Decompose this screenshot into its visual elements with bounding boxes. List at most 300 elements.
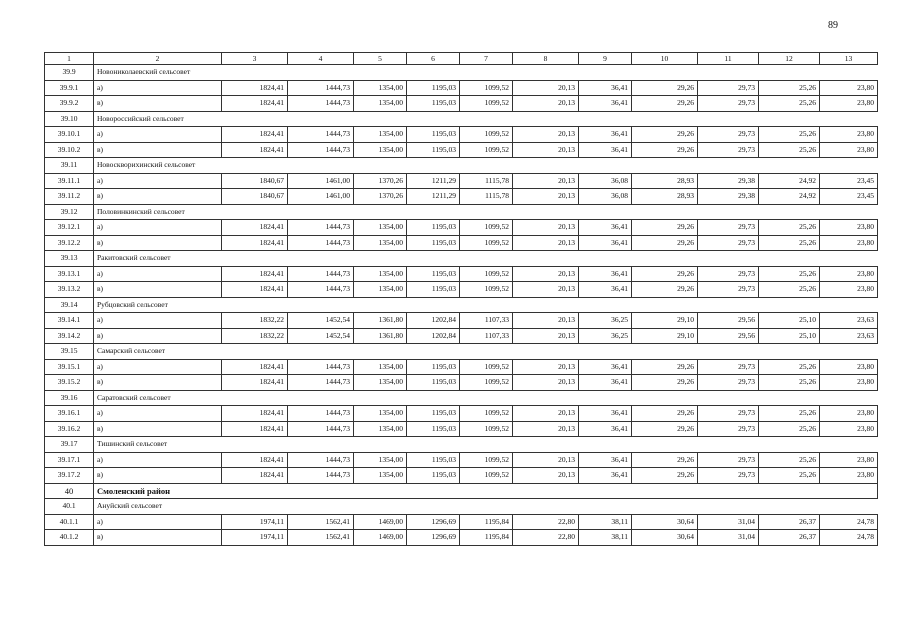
row-label: Рубцовский сельсовет	[94, 297, 878, 313]
table-row	[45, 96, 878, 112]
value-cell: 1824,41	[222, 452, 288, 468]
value-cell: 1444,73	[288, 421, 354, 437]
value-cell: 1354,00	[354, 468, 407, 484]
value-cell: 29,26	[632, 375, 698, 391]
section-row	[45, 65, 878, 81]
column-header: 11	[698, 53, 759, 65]
row-code: 39.16.1	[45, 406, 94, 422]
table-row	[45, 313, 878, 329]
row-label: в)	[94, 328, 222, 344]
value-cell: 29,26	[632, 80, 698, 96]
row-code: 39.11.2	[45, 189, 94, 205]
value-cell: 1211,29	[407, 173, 460, 189]
row-label: в)	[94, 96, 222, 112]
value-cell: 25,26	[759, 282, 820, 298]
row-code: 39.14.2	[45, 328, 94, 344]
row-label: а)	[94, 127, 222, 143]
row-label: в)	[94, 375, 222, 391]
value-cell: 1824,41	[222, 127, 288, 143]
value-cell: 20,13	[513, 421, 579, 437]
value-cell: 29,73	[698, 220, 759, 236]
value-cell: 36,08	[579, 189, 632, 205]
value-cell: 1361,80	[354, 328, 407, 344]
value-cell: 29,73	[698, 452, 759, 468]
table-row	[45, 142, 878, 158]
value-cell: 36,41	[579, 375, 632, 391]
value-cell: 36,41	[579, 468, 632, 484]
value-cell: 1195,03	[407, 421, 460, 437]
value-cell: 1452,54	[288, 328, 354, 344]
value-cell: 29,26	[632, 359, 698, 375]
value-cell: 25,26	[759, 80, 820, 96]
value-cell: 25,26	[759, 266, 820, 282]
value-cell: 1824,41	[222, 96, 288, 112]
value-cell: 1099,52	[460, 80, 513, 96]
column-header: 4	[288, 53, 354, 65]
value-cell: 25,26	[759, 421, 820, 437]
column-header: 3	[222, 53, 288, 65]
value-cell: 29,26	[632, 96, 698, 112]
row-label: в)	[94, 421, 222, 437]
value-cell: 23,80	[820, 80, 878, 96]
value-cell: 1444,73	[288, 220, 354, 236]
value-cell: 1099,52	[460, 235, 513, 251]
row-code: 40	[45, 483, 94, 499]
row-code: 39.9	[45, 65, 94, 81]
value-cell: 1107,33	[460, 328, 513, 344]
value-cell: 36,08	[579, 173, 632, 189]
value-cell: 1099,52	[460, 96, 513, 112]
row-code: 39.13.1	[45, 266, 94, 282]
value-cell: 31,04	[698, 514, 759, 530]
value-cell: 1444,73	[288, 282, 354, 298]
value-cell: 1452,54	[288, 313, 354, 329]
value-cell: 1195,03	[407, 127, 460, 143]
value-cell: 1824,41	[222, 359, 288, 375]
value-cell: 20,13	[513, 266, 579, 282]
value-cell: 1195,03	[407, 375, 460, 391]
value-cell: 1195,03	[407, 220, 460, 236]
value-cell: 1361,80	[354, 313, 407, 329]
table-row	[45, 421, 878, 437]
value-cell: 23,45	[820, 173, 878, 189]
value-cell: 1824,41	[222, 235, 288, 251]
value-cell: 23,80	[820, 142, 878, 158]
row-label: в)	[94, 142, 222, 158]
table-row	[45, 189, 878, 205]
value-cell: 20,13	[513, 406, 579, 422]
value-cell: 1099,52	[460, 452, 513, 468]
value-cell: 29,26	[632, 468, 698, 484]
value-cell: 1195,84	[460, 530, 513, 546]
value-cell: 1354,00	[354, 375, 407, 391]
section-row	[45, 499, 878, 515]
value-cell: 36,41	[579, 452, 632, 468]
value-cell: 25,26	[759, 220, 820, 236]
row-label: Ракитовский сельсовет	[94, 251, 878, 267]
row-label: а)	[94, 220, 222, 236]
value-cell: 1195,03	[407, 359, 460, 375]
value-cell: 29,73	[698, 266, 759, 282]
table-row	[45, 282, 878, 298]
value-cell: 36,41	[579, 80, 632, 96]
section-row	[45, 297, 878, 313]
row-code: 39.12.2	[45, 235, 94, 251]
row-label: а)	[94, 266, 222, 282]
value-cell: 1444,73	[288, 452, 354, 468]
value-cell: 1354,00	[354, 421, 407, 437]
value-cell: 1202,84	[407, 313, 460, 329]
value-cell: 23,80	[820, 468, 878, 484]
row-code: 39.10	[45, 111, 94, 127]
value-cell: 1444,73	[288, 406, 354, 422]
value-cell: 29,73	[698, 421, 759, 437]
column-header: 7	[460, 53, 513, 65]
row-code: 39.17.1	[45, 452, 94, 468]
row-label: а)	[94, 313, 222, 329]
section-row	[45, 344, 878, 360]
value-cell: 36,25	[579, 313, 632, 329]
value-cell: 1444,73	[288, 468, 354, 484]
row-code: 39.11.1	[45, 173, 94, 189]
row-label: Самарский сельсовет	[94, 344, 878, 360]
row-code: 39.17.2	[45, 468, 94, 484]
district-row	[45, 483, 878, 499]
value-cell: 1354,00	[354, 220, 407, 236]
value-cell: 25,26	[759, 406, 820, 422]
row-label: а)	[94, 359, 222, 375]
value-cell: 29,73	[698, 127, 759, 143]
value-cell: 1211,29	[407, 189, 460, 205]
value-cell: 36,41	[579, 235, 632, 251]
value-cell: 20,13	[513, 375, 579, 391]
row-code: 39.15	[45, 344, 94, 360]
table-row	[45, 80, 878, 96]
value-cell: 23,80	[820, 452, 878, 468]
page-number: 89	[828, 20, 838, 31]
value-cell: 1444,73	[288, 359, 354, 375]
value-cell: 28,93	[632, 189, 698, 205]
value-cell: 1974,11	[222, 530, 288, 546]
value-cell: 23,63	[820, 313, 878, 329]
value-cell: 23,80	[820, 266, 878, 282]
value-cell: 29,73	[698, 359, 759, 375]
value-cell: 1296,69	[407, 514, 460, 530]
section-row	[45, 390, 878, 406]
row-code: 39.9.2	[45, 96, 94, 112]
value-cell: 1115,78	[460, 189, 513, 205]
value-cell: 1461,00	[288, 173, 354, 189]
value-cell: 1370,26	[354, 173, 407, 189]
value-cell: 1370,26	[354, 189, 407, 205]
value-cell: 1195,03	[407, 96, 460, 112]
value-cell: 29,73	[698, 96, 759, 112]
value-cell: 1354,00	[354, 406, 407, 422]
value-cell: 1107,33	[460, 313, 513, 329]
row-label: Новороссийский сельсовет	[94, 111, 878, 127]
value-cell: 1099,52	[460, 220, 513, 236]
column-header: 8	[513, 53, 579, 65]
value-cell: 1840,67	[222, 189, 288, 205]
row-code: 39.11	[45, 158, 94, 174]
value-cell: 23,63	[820, 328, 878, 344]
value-cell: 1099,52	[460, 406, 513, 422]
row-label: в)	[94, 189, 222, 205]
value-cell: 1354,00	[354, 80, 407, 96]
value-cell: 29,26	[632, 220, 698, 236]
section-row	[45, 204, 878, 220]
row-label: а)	[94, 452, 222, 468]
value-cell: 1099,52	[460, 359, 513, 375]
row-label: Новоскворихинский сельсовет	[94, 158, 878, 174]
value-cell: 20,13	[513, 235, 579, 251]
value-cell: 1832,22	[222, 313, 288, 329]
header-row	[45, 53, 878, 65]
value-cell: 29,73	[698, 235, 759, 251]
value-cell: 25,26	[759, 359, 820, 375]
value-cell: 1195,03	[407, 282, 460, 298]
row-code: 39.14	[45, 297, 94, 313]
row-label: а)	[94, 406, 222, 422]
value-cell: 23,80	[820, 220, 878, 236]
value-cell: 1195,03	[407, 142, 460, 158]
value-cell: 36,41	[579, 127, 632, 143]
row-label: Половинкинский сельсовет	[94, 204, 878, 220]
value-cell: 1444,73	[288, 127, 354, 143]
value-cell: 1354,00	[354, 96, 407, 112]
row-code: 39.17	[45, 437, 94, 453]
value-cell: 1824,41	[222, 80, 288, 96]
section-row	[45, 158, 878, 174]
column-header: 2	[94, 53, 222, 65]
value-cell: 26,37	[759, 514, 820, 530]
value-cell: 1444,73	[288, 235, 354, 251]
row-label: в)	[94, 468, 222, 484]
value-cell: 1444,73	[288, 266, 354, 282]
value-cell: 1832,22	[222, 328, 288, 344]
value-cell: 38,11	[579, 530, 632, 546]
value-cell: 1824,41	[222, 266, 288, 282]
value-cell: 1195,03	[407, 452, 460, 468]
table-row	[45, 220, 878, 236]
value-cell: 29,73	[698, 282, 759, 298]
value-cell: 1444,73	[288, 375, 354, 391]
row-code: 40.1.2	[45, 530, 94, 546]
row-code: 39.9.1	[45, 80, 94, 96]
value-cell: 1824,41	[222, 421, 288, 437]
table-row	[45, 514, 878, 530]
row-code: 39.14.1	[45, 313, 94, 329]
value-cell: 1354,00	[354, 266, 407, 282]
value-cell: 1195,03	[407, 80, 460, 96]
row-label: Новониколаевский сельсовет	[94, 65, 878, 81]
column-header: 9	[579, 53, 632, 65]
value-cell: 1824,41	[222, 468, 288, 484]
row-label: Саратовский сельсовет	[94, 390, 878, 406]
value-cell: 29,10	[632, 313, 698, 329]
value-cell: 24,92	[759, 189, 820, 205]
table-row	[45, 127, 878, 143]
value-cell: 36,41	[579, 282, 632, 298]
value-cell: 1824,41	[222, 406, 288, 422]
value-cell: 24,78	[820, 514, 878, 530]
value-cell: 36,41	[579, 96, 632, 112]
table-row	[45, 530, 878, 546]
value-cell: 29,73	[698, 468, 759, 484]
value-cell: 1824,41	[222, 375, 288, 391]
value-cell: 23,80	[820, 421, 878, 437]
row-code: 40.1	[45, 499, 94, 515]
value-cell: 20,13	[513, 127, 579, 143]
value-cell: 29,26	[632, 421, 698, 437]
value-cell: 1354,00	[354, 452, 407, 468]
table-row	[45, 328, 878, 344]
value-cell: 25,26	[759, 96, 820, 112]
value-cell: 1099,52	[460, 127, 513, 143]
value-cell: 20,13	[513, 96, 579, 112]
value-cell: 1824,41	[222, 282, 288, 298]
table-row	[45, 452, 878, 468]
value-cell: 1354,00	[354, 142, 407, 158]
value-cell: 1840,67	[222, 173, 288, 189]
value-cell: 1354,00	[354, 235, 407, 251]
column-header: 1	[45, 53, 94, 65]
value-cell: 23,80	[820, 406, 878, 422]
row-code: 39.12.1	[45, 220, 94, 236]
value-cell: 23,80	[820, 359, 878, 375]
value-cell: 22,80	[513, 514, 579, 530]
row-label: в)	[94, 530, 222, 546]
value-cell: 1099,52	[460, 421, 513, 437]
row-code: 39.13.2	[45, 282, 94, 298]
value-cell: 36,41	[579, 421, 632, 437]
value-cell: 1195,03	[407, 406, 460, 422]
row-label: в)	[94, 235, 222, 251]
row-label: в)	[94, 282, 222, 298]
value-cell: 25,26	[759, 375, 820, 391]
section-row	[45, 251, 878, 267]
value-cell: 23,80	[820, 375, 878, 391]
value-cell: 1354,00	[354, 127, 407, 143]
value-cell: 1461,00	[288, 189, 354, 205]
value-cell: 28,93	[632, 173, 698, 189]
value-cell: 1562,41	[288, 530, 354, 546]
value-cell: 1099,52	[460, 468, 513, 484]
table-body	[45, 65, 878, 546]
value-cell: 1195,84	[460, 514, 513, 530]
value-cell: 20,13	[513, 359, 579, 375]
value-cell: 29,26	[632, 127, 698, 143]
value-cell: 29,38	[698, 189, 759, 205]
value-cell: 23,80	[820, 96, 878, 112]
value-cell: 36,41	[579, 220, 632, 236]
section-row	[45, 437, 878, 453]
tariff-table	[44, 52, 878, 546]
value-cell: 30,64	[632, 514, 698, 530]
value-cell: 20,13	[513, 452, 579, 468]
row-label: Ануйский сельсовет	[94, 499, 878, 515]
value-cell: 20,13	[513, 282, 579, 298]
row-label: а)	[94, 80, 222, 96]
value-cell: 29,56	[698, 328, 759, 344]
value-cell: 25,26	[759, 468, 820, 484]
value-cell: 22,80	[513, 530, 579, 546]
column-header: 12	[759, 53, 820, 65]
value-cell: 29,26	[632, 266, 698, 282]
value-cell: 20,13	[513, 189, 579, 205]
value-cell: 24,92	[759, 173, 820, 189]
value-cell: 25,26	[759, 127, 820, 143]
value-cell: 1562,41	[288, 514, 354, 530]
value-cell: 1469,00	[354, 530, 407, 546]
table-row	[45, 266, 878, 282]
row-label: а)	[94, 173, 222, 189]
value-cell: 1974,11	[222, 514, 288, 530]
value-cell: 20,13	[513, 328, 579, 344]
value-cell: 29,26	[632, 235, 698, 251]
value-cell: 20,13	[513, 468, 579, 484]
value-cell: 29,73	[698, 375, 759, 391]
column-header: 5	[354, 53, 407, 65]
value-cell: 1354,00	[354, 282, 407, 298]
row-label: Смоленский район	[94, 483, 878, 499]
value-cell: 23,80	[820, 235, 878, 251]
table-row	[45, 359, 878, 375]
value-cell: 36,41	[579, 406, 632, 422]
value-cell: 23,45	[820, 189, 878, 205]
value-cell: 1099,52	[460, 282, 513, 298]
value-cell: 31,04	[698, 530, 759, 546]
value-cell: 1444,73	[288, 80, 354, 96]
row-label: а)	[94, 514, 222, 530]
value-cell: 25,10	[759, 328, 820, 344]
column-header: 10	[632, 53, 698, 65]
value-cell: 25,10	[759, 313, 820, 329]
value-cell: 25,26	[759, 452, 820, 468]
value-cell: 29,73	[698, 406, 759, 422]
value-cell: 36,41	[579, 142, 632, 158]
value-cell: 24,78	[820, 530, 878, 546]
value-cell: 26,37	[759, 530, 820, 546]
value-cell: 36,25	[579, 328, 632, 344]
value-cell: 29,56	[698, 313, 759, 329]
value-cell: 29,26	[632, 452, 698, 468]
value-cell: 1469,00	[354, 514, 407, 530]
row-code: 39.12	[45, 204, 94, 220]
value-cell: 1444,73	[288, 142, 354, 158]
value-cell: 36,41	[579, 266, 632, 282]
value-cell: 1099,52	[460, 375, 513, 391]
value-cell: 29,26	[632, 142, 698, 158]
row-code: 39.13	[45, 251, 94, 267]
value-cell: 23,80	[820, 127, 878, 143]
value-cell: 20,13	[513, 80, 579, 96]
row-code: 39.10.2	[45, 142, 94, 158]
row-label: Тишинский сельсовет	[94, 437, 878, 453]
value-cell: 1099,52	[460, 266, 513, 282]
value-cell: 1354,00	[354, 359, 407, 375]
value-cell: 23,80	[820, 282, 878, 298]
value-cell: 1195,03	[407, 468, 460, 484]
section-row	[45, 111, 878, 127]
value-cell: 36,41	[579, 359, 632, 375]
table-row	[45, 235, 878, 251]
row-code: 39.10.1	[45, 127, 94, 143]
value-cell: 1444,73	[288, 96, 354, 112]
value-cell: 29,73	[698, 142, 759, 158]
row-code: 39.15.2	[45, 375, 94, 391]
value-cell: 1296,69	[407, 530, 460, 546]
